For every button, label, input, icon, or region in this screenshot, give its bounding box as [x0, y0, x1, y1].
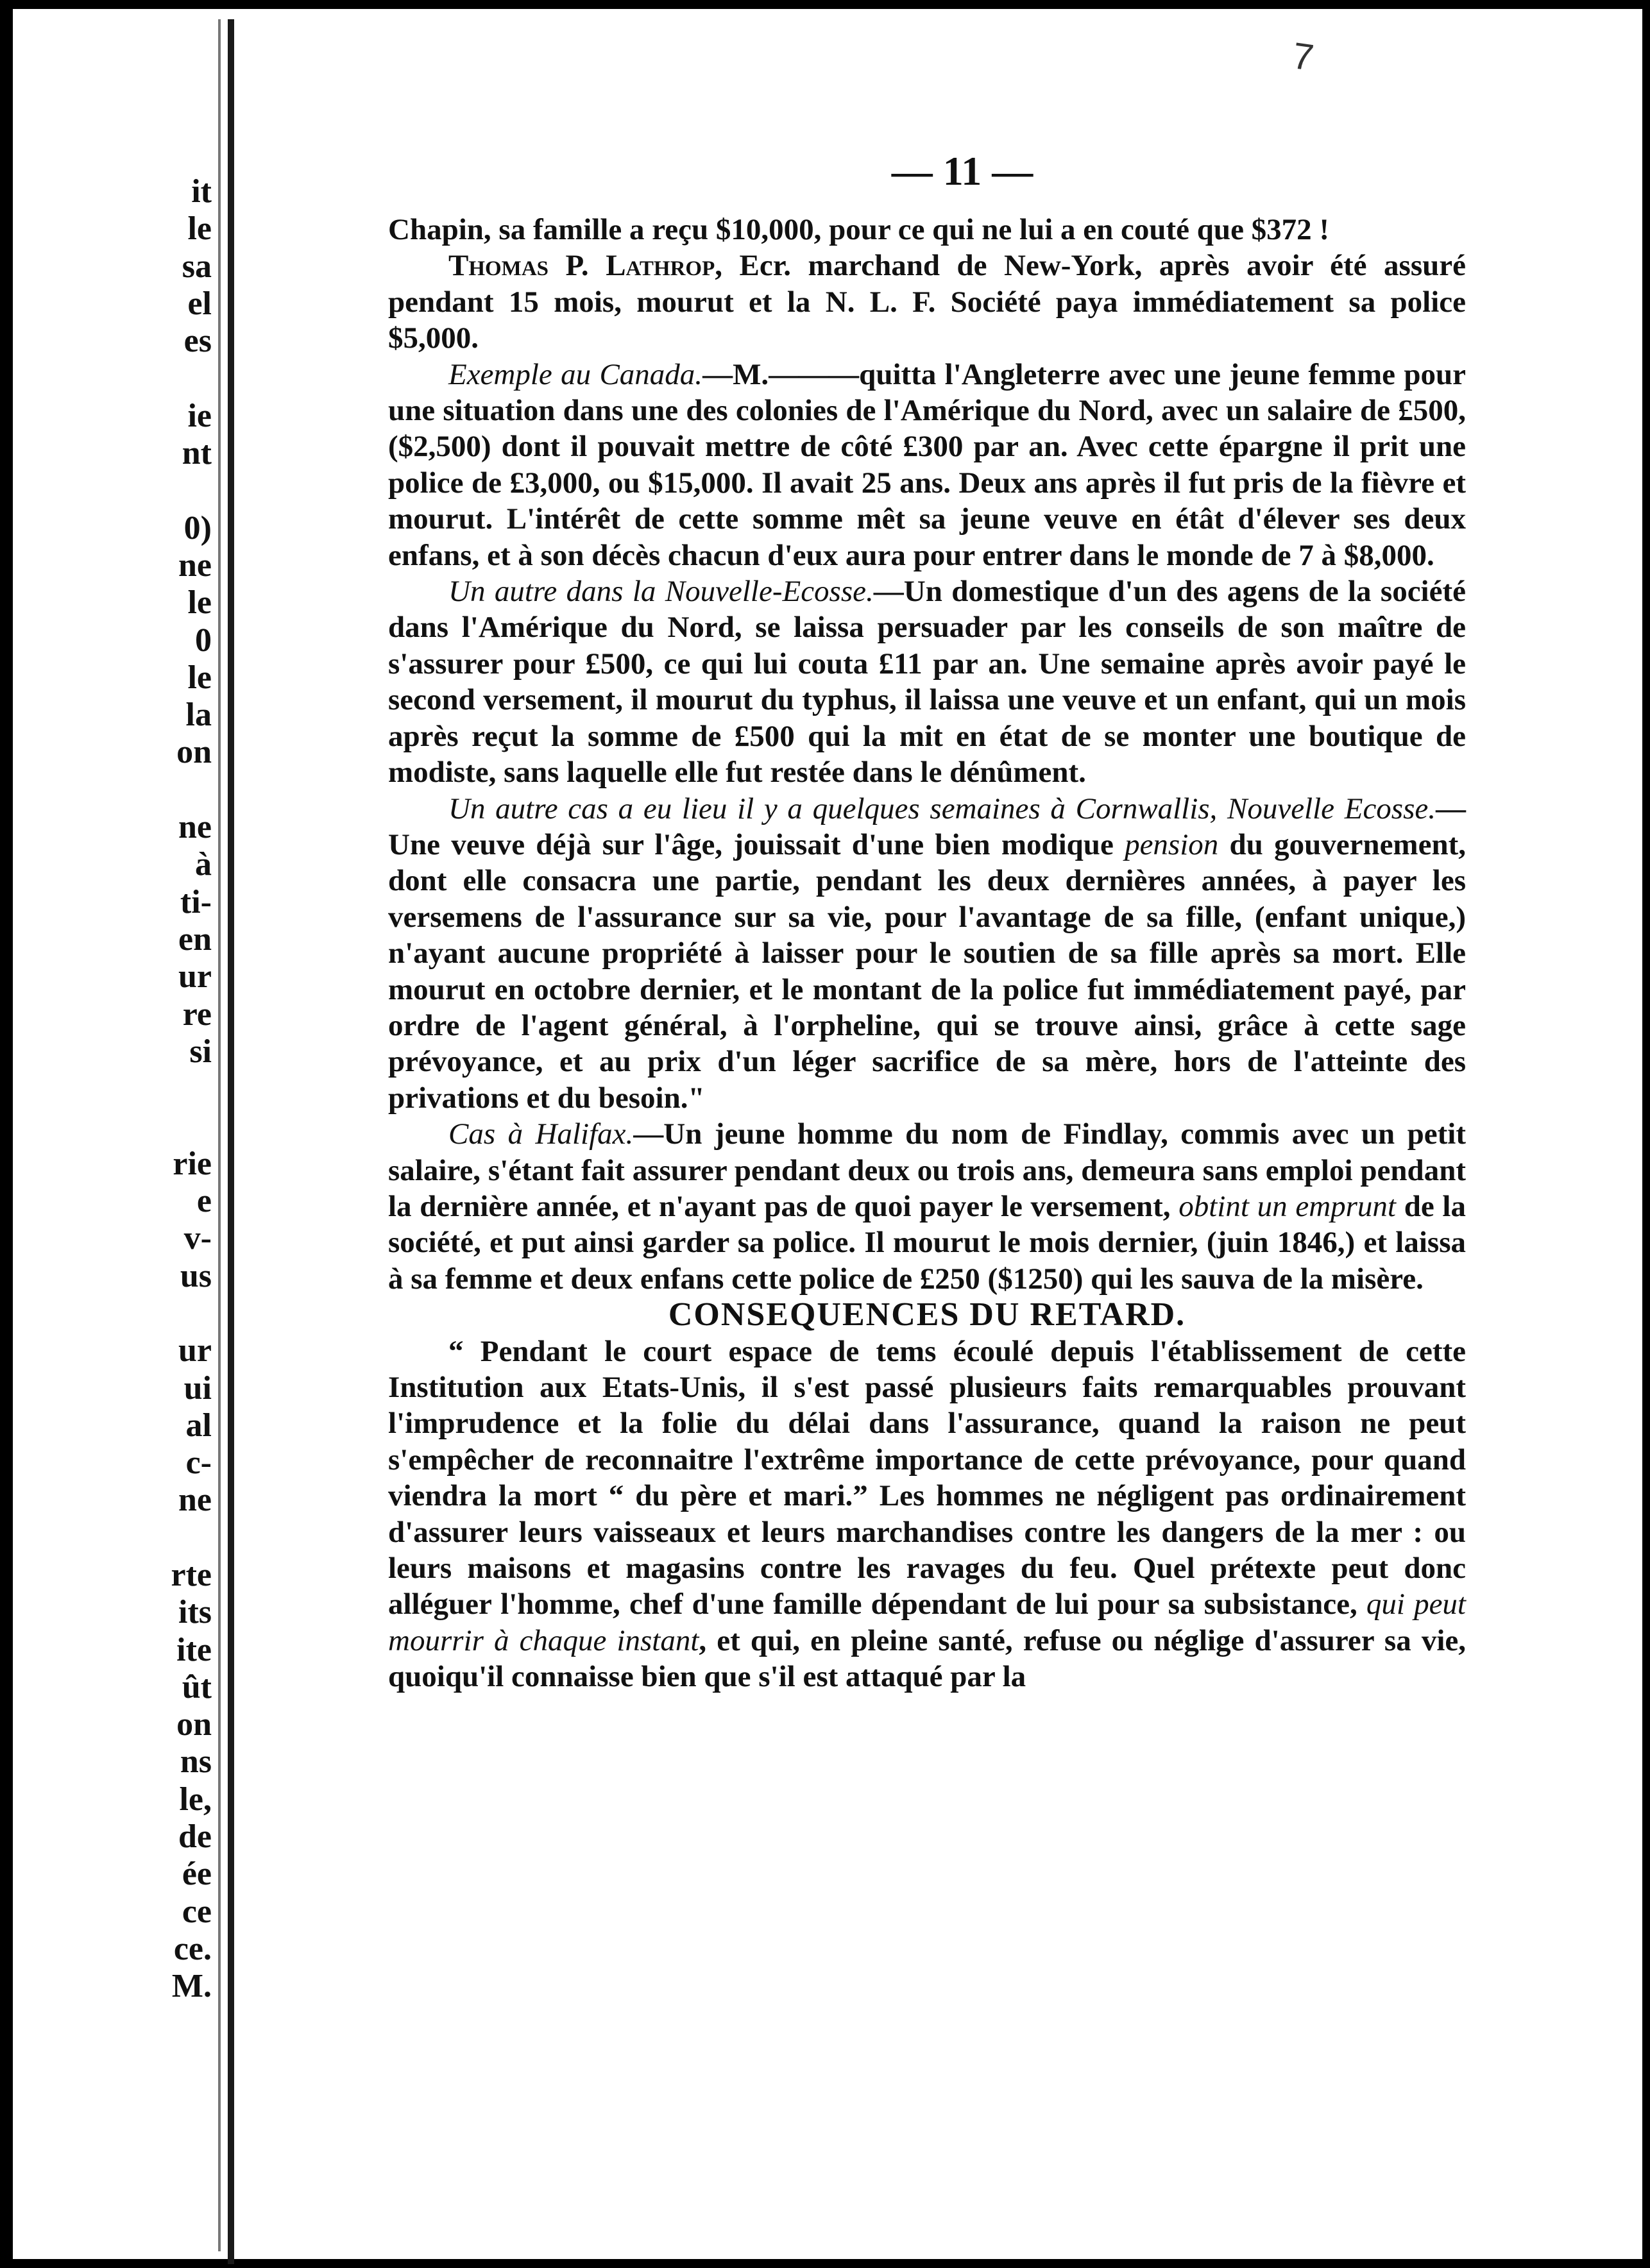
page-body: [388, 212, 1466, 1695]
section-heading: CONSEQUENCES DU RETARD.: [668, 1296, 1186, 1333]
previous-page-fragment: [0, 1295, 212, 1332]
previous-page-fragment: le: [187, 584, 212, 622]
previous-page-fragment: à: [195, 846, 212, 883]
previous-page-fragment: le: [187, 210, 212, 248]
previous-page-fragment: on: [176, 1706, 212, 1743]
scan-border-top: [0, 0, 1650, 9]
previous-page-fragment: ce: [182, 1893, 212, 1930]
book-gutter: [228, 19, 234, 2264]
previous-page-fragment: es: [183, 323, 212, 360]
previous-page-fragment: [0, 772, 212, 809]
previous-page-fragment: its: [178, 1594, 212, 1631]
previous-page-fragment: el: [187, 285, 212, 322]
previous-page-fragment: re: [182, 995, 212, 1033]
previous-page-fragment: sa: [182, 248, 212, 285]
cornwallis-text-a: —Une veuve déjà sur l'âge, jouissait d'une bien modique: [388, 791, 1466, 861]
previous-page-fragment: M.: [171, 1968, 212, 2005]
scan-border-bottom: [0, 2259, 1650, 2268]
lathrop-text: , Ecr. marchand de New-York, après avoir été assuré pendant 15 mois, mourut et la N. L. F. Société paya immédiatement sa police $5,000.: [388, 249, 1466, 355]
previous-page-fragment: ie: [187, 397, 212, 434]
emprunt-italic: obtint un emprunt: [1178, 1189, 1396, 1223]
previous-page-fragment: e: [196, 1183, 212, 1220]
previous-page-fragment: on: [176, 734, 212, 771]
previous-page-fragment: ur: [178, 958, 212, 995]
previous-page-fragment: ne: [178, 809, 212, 846]
previous-page-fragment: ce.: [173, 1930, 212, 1967]
previous-page-fragment: 0): [183, 509, 212, 546]
paragraph-nouvelle-ecosse: [388, 573, 1466, 790]
handwritten-corner-mark: 7: [1289, 35, 1316, 79]
previous-page-fragment: ur: [178, 1332, 212, 1369]
previous-page-fragment: [0, 1519, 212, 1557]
previous-page-fragment: ût: [182, 1668, 212, 1705]
consequences-text-b: , et qui, en pleine santé, refuse ou néglige d'assurer sa vie, quoiqu'il connaisse bien que s'il est attaqué par la: [388, 1623, 1466, 1694]
previous-page-fragment: rte: [171, 1556, 212, 1593]
canada-lead: Exemple au Canada.: [448, 357, 703, 391]
previous-page-fragment: ne: [178, 1482, 212, 1519]
cornwallis-text-b: du gouvernement, dont elle consacra une partie, pendant les deux dernières années, à payer les versemens de l'assurance sur sa vie, pour l'avantage de sa fille, (enfant unique,) n'ayant aucune propriété à laisser pour le soutien de sa fille après sa mort. Elle mourut en octobre dernier, et le montant de la police fut immédiatement payé, par ordre de l'agent général, à l'orpheline, qui se trouve ainsi, grâce à cette sage prévoyance, et au prix d'un léger sacrifice de sa mère, hors de l'atteinte des privations et du besoin.": [388, 827, 1466, 1115]
halifax-text-b: de la société, et put ainsi garder sa police. Il mourut le mois dernier, (juin 1846,) et laissa à sa femme et deux enfans cette police de £250 ($1250) qui les sauva de la misère.: [388, 1189, 1466, 1296]
previous-page-fragment: rie: [173, 1145, 212, 1182]
nouvelle-ecosse-lead: Un autre dans la Nouvelle-Ecosse.: [448, 575, 874, 609]
lathrop-name: Thomas P. Lathrop: [448, 249, 715, 283]
previous-page-fragment: [0, 360, 212, 397]
halifax-text-a: —Un jeune homme du nom de Findlay, commis avec un petit salaire, s'étant fait assurer pendant deux ou trois ans, demeura sans emploi pendant la dernière année, et n'ayant pas de quoi payer le versement,: [388, 1117, 1466, 1223]
paragraph-lathrop: [388, 248, 1466, 356]
previous-page-fragment: ns: [180, 1743, 212, 1781]
paragraph-consequences: [388, 1333, 1466, 1695]
previous-page-fragment: v-: [183, 1220, 212, 1257]
previous-page-fragment: it: [191, 173, 212, 210]
previous-page-fragment: [0, 1071, 212, 1108]
scan-border-right: [1642, 0, 1650, 2268]
paragraph-cornwallis: [388, 791, 1466, 1117]
previous-page-fragment: al: [185, 1407, 212, 1444]
previous-page-fragment: c-: [185, 1444, 212, 1482]
previous-page-fragment: le: [187, 659, 212, 696]
previous-page-fragment: us: [180, 1257, 212, 1294]
previous-page-fragment: ui: [183, 1369, 212, 1407]
nouvelle-ecosse-text: —Un domestique d'un des agens de la société dans l'Amérique du Nord, se laissa persuader par les conseils de son maître de s'assurer pour £500, ce qui lui couta £11 par an. Une semaine après avoir payé le second versement, il mourut du typhus, il laissa une veuve et un enfant, qui un mois après reçut la somme de £500 qui la mit en état de se monter une boutique de modiste, sans laquelle elle fut restée dans le dénûment.: [388, 575, 1466, 790]
pension-italic: pension: [1125, 827, 1219, 861]
paragraph-chapin: Chapin, sa famille a reçu $10,000, pour ce qui ne lui a en couté que $372 !: [388, 213, 1330, 246]
previous-page-fragments: [0, 173, 212, 2006]
previous-page-fragment: ti-: [180, 883, 212, 920]
consequences-italic: qui peut mourrir à chaque instant: [388, 1587, 1466, 1657]
paragraph-halifax: [388, 1116, 1466, 1297]
page-number: — 11 —: [891, 148, 1033, 194]
previous-page-fragment: le,: [179, 1781, 212, 1818]
paragraph-canada: [388, 357, 1466, 573]
previous-page-fragment: ne: [178, 546, 212, 584]
previous-page-fragment: nt: [182, 435, 212, 472]
previous-page-fragment: [0, 472, 212, 509]
page-edge-shadow: [218, 19, 221, 2251]
previous-page-fragment: ite: [176, 1631, 212, 1668]
previous-page-fragment: si: [189, 1033, 212, 1070]
previous-page-fragment: de: [178, 1818, 212, 1856]
previous-page-fragment: ée: [182, 1856, 212, 1893]
previous-page-fragment: en: [178, 920, 212, 958]
canada-text: —M.———quitta l'Angleterre avec une jeune femme pour une situation dans une des colonies de l'Amérique du Nord, avec un salaire de £500, ($2,500) dont il pouvait mettre de côté £300 par an. Avec cette épargne il prit une police de £3,000, ou $15,000. Il avait 25 ans. Deux ans après il fut pris de la fièvre et mourut. L'intérêt de cette somme mêt sa jeune veuve en étât d'élever ses deux enfans, et à son décès chacun d'eux aura pour entrer dans le monde de 7 à $8,000.: [388, 357, 1466, 572]
previous-page-fragment: la: [185, 697, 212, 734]
consequences-text-a: “ Pendant le court espace de tems écoulé depuis l'établissement de cette Institution aux Etats-Unis, il s'est passé plusieurs faits remarquables prouvant l'imprudence et la folie du délai dans l'assurance, quand la raison ne peut s'empêcher de reconnaitre l'extrême importance de cette prévoyance, pour quand viendra la mort “ du père et mari.” Les hommes ne négligent pas ordinairement d'assurer leurs vaisseaux et leurs marchandises contre les dangers de la mer : ou leurs maisons et magasins contre les ravages du feu. Quel prétexte peut donc alléguer l'homme, chef d'une famille dépendant de lui pour sa subsistance,: [388, 1334, 1466, 1621]
halifax-lead: Cas à Halifax.: [448, 1117, 634, 1151]
previous-page-fragment: [0, 1108, 212, 1145]
cornwallis-lead: Un autre cas a eu lieu il y a quelques semaines à Cornwallis, Nouvelle Ecosse.: [448, 791, 1436, 825]
previous-page-fragment: 0: [195, 622, 212, 659]
